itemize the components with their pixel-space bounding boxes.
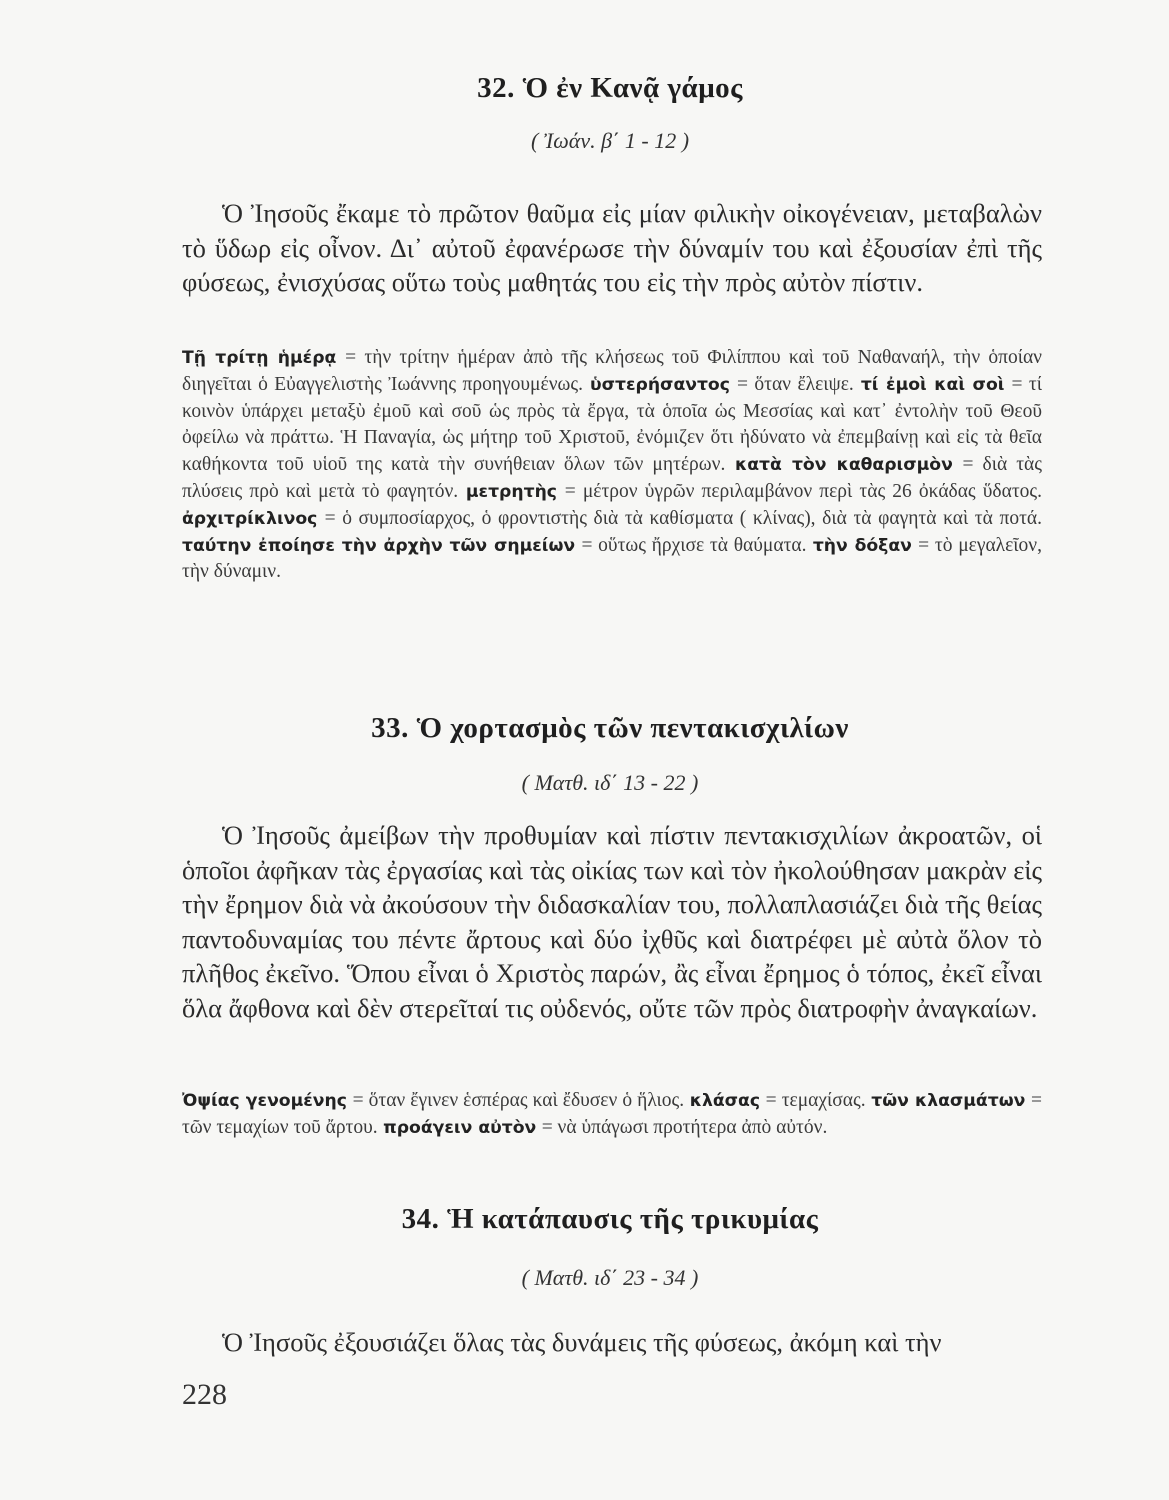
note-definition: = ὅταν ἔγινεν ἑσπέρας καὶ ἔδυσεν ὁ ἥλιος.: [352, 1090, 685, 1111]
section-32-paragraph: Ὁ Ἰησοῦς ἔκαμε τὸ πρῶτον θαῦμα εἰς μίαν φιλικὴν οἰκογένειαν, μεταβαλὼν τὸ ὕδωρ εἰς οἶνον. Δι᾿ αὐτοῦ ἐφανέρωσε τὴν δύναμίν του καὶ ἐξουσίαν ἐπὶ τῆς φύσεως, ἐνισχύσας οὕτω τοὺς μαθητάς του εἰς τὴν πρὸς αὐτὸν πίστιν.: [182, 198, 1042, 297]
note-definition: = τί κοινὸν ὑπάρχει μεταξὺ ἐμοῦ καὶ σοῦ ὡς πρὸς τὰ ἔργα, τὰ ὁποῖα ὡς Μεσσίας καὶ κατ᾿ ἐντολὴν τοῦ Θεοῦ ὀφείλω νὰ πράττω. Ἡ Παναγία, ὡς μήτηρ τοῦ Χριστοῦ, ἐνόμιζεν ὅτι ἠδύνατο νὰ ἐπεμβαίνῃ καὶ εἰς τὰ θεῖα καθήκοντα τοῦ υἱοῦ της κατὰ τὴν συνήθειαν ὅλων τῶν μητέρων.: [182, 373, 1042, 476]
note-definition: = ὁ συμποσίαρχος, ὁ φροντιστὴς διὰ τὰ καθίσματα ( κλίνας), διὰ τὰ φαγητὰ καὶ τὰ ποτά.: [324, 507, 1042, 529]
note-term: ἀρχιτρίκλινος: [182, 508, 318, 529]
note-definition: = νὰ ὑπάγωσι προτήτερα ἀπὸ αὐτόν.: [541, 1116, 828, 1138]
section-32-heading: 32. Ὁ ἐν Κανᾷ γάμος: [477, 72, 743, 104]
note-term: τῶν κλασμάτων: [871, 1091, 1026, 1111]
section-33-heading: 33. Ὁ χορτασμὸς τῶν πεντακισχιλίων: [371, 712, 849, 744]
section-34-reference: ( Ματθ. ιδ΄ 23 - 34 ): [521, 1265, 699, 1290]
note-definition: = ὅταν ἔλειψε.: [736, 373, 854, 395]
note-term: τί ἐμοὶ καὶ σοὶ: [860, 374, 1005, 395]
page-number: 228: [182, 1378, 227, 1411]
note-definition: = τὴν τρίτην ἡμέραν ἀπὸ τῆς κλήσεως τοῦ Φιλίππου καὶ τοῦ Ναθαναήλ, τὴν ὁποίαν διηγεῖται ὁ Εὐαγγελιστὴς Ἰωάννης προηγουμένως.: [182, 347, 1042, 395]
note-definition: = διὰ τὰς πλύσεις πρὸ καὶ μετὰ τὸ φαγητόν.: [182, 454, 1042, 502]
section-34-heading: 34. Ἡ κατάπαυσις τῆς τρικυμίας: [401, 1203, 819, 1235]
note-definition: = τεμαχίσας.: [765, 1090, 866, 1111]
note-term: προάγειν αὐτὸν: [383, 1117, 537, 1138]
section-32-reference: ( Ἰωάν. β΄ 1 - 12 ): [530, 128, 690, 153]
note-term: κλάσας: [689, 1091, 761, 1111]
note-term: Τῇ τρίτῃ ἡμέρᾳ: [182, 348, 337, 368]
note-term: μετρητὴς: [465, 481, 557, 502]
note-term: Ὀψίας γενομένης: [182, 1091, 347, 1111]
note-definition: = οὕτως ἤρχισε τὰ θαύματα.: [581, 534, 807, 556]
note-definition: = τῶν τεμαχίων τοῦ ἄρτου.: [182, 1090, 1042, 1138]
section-34-paragraph: Ὁ Ἰησοῦς ἐξουσιάζει ὅλας τὰς δυνάμεις τῆς φύσεως, ἀκόμη καὶ τὴν: [222, 1327, 942, 1357]
section-33-notes: [182, 1088, 1042, 1142]
note-definition: = τὸ μεγαλεῖον, τὴν δύναμιν.: [182, 534, 1042, 583]
note-term: ταύτην ἐποίησε τὴν ἀρχὴν τῶν σημείων: [182, 535, 576, 556]
note-term: ὑστερήσαντος: [589, 374, 730, 395]
note-definition: = μέτρον ὑγρῶν περιλαμβάνον περὶ τὰς 26 ὀκάδας ὕδατος.: [564, 480, 1043, 502]
section-33-reference: ( Ματθ. ιδ΄ 13 - 22 ): [521, 770, 699, 795]
note-term: κατὰ τὸν καθαρισμὸν: [734, 455, 953, 476]
section-33-paragraph: Ὁ Ἰησοῦς ἀμείβων τὴν προθυμίαν καὶ πίστιν πεντακισχιλίων ἀκροατῶν, οἱ ὁποῖοι ἀφῆκαν τὰς ἐργασίας καὶ τὰς οἰκίας των καὶ τὸν ἠκολούθησαν μακρὰν εἰς τὴν ἔρημον διὰ νὰ ἀκούσουν τὴν διδασκαλίαν του, πολλαπλασιάζει διὰ τῆς θείας παντοδυναμίας του πέντε ἄρτους καὶ δύο ἰχθῦς καὶ διατρέφει μὲ αὐτὰ ὅλον τὸ πλῆθος ἐκεῖνο. Ὅπου εἶναι ὁ Χριστὸς παρών, ἂς εἶναι ἔρημος ὁ τόπος, ἐκεῖ εἶναι ὅλα ἄφθονα καὶ δὲν στερεῖταί τις οὐδενός, οὔτε τῶν πρὸς διατροφὴν ἀναγκαίων.: [182, 820, 1042, 1023]
note-term: τὴν δόξαν: [812, 535, 912, 556]
section-32-notes: [182, 345, 1042, 586]
